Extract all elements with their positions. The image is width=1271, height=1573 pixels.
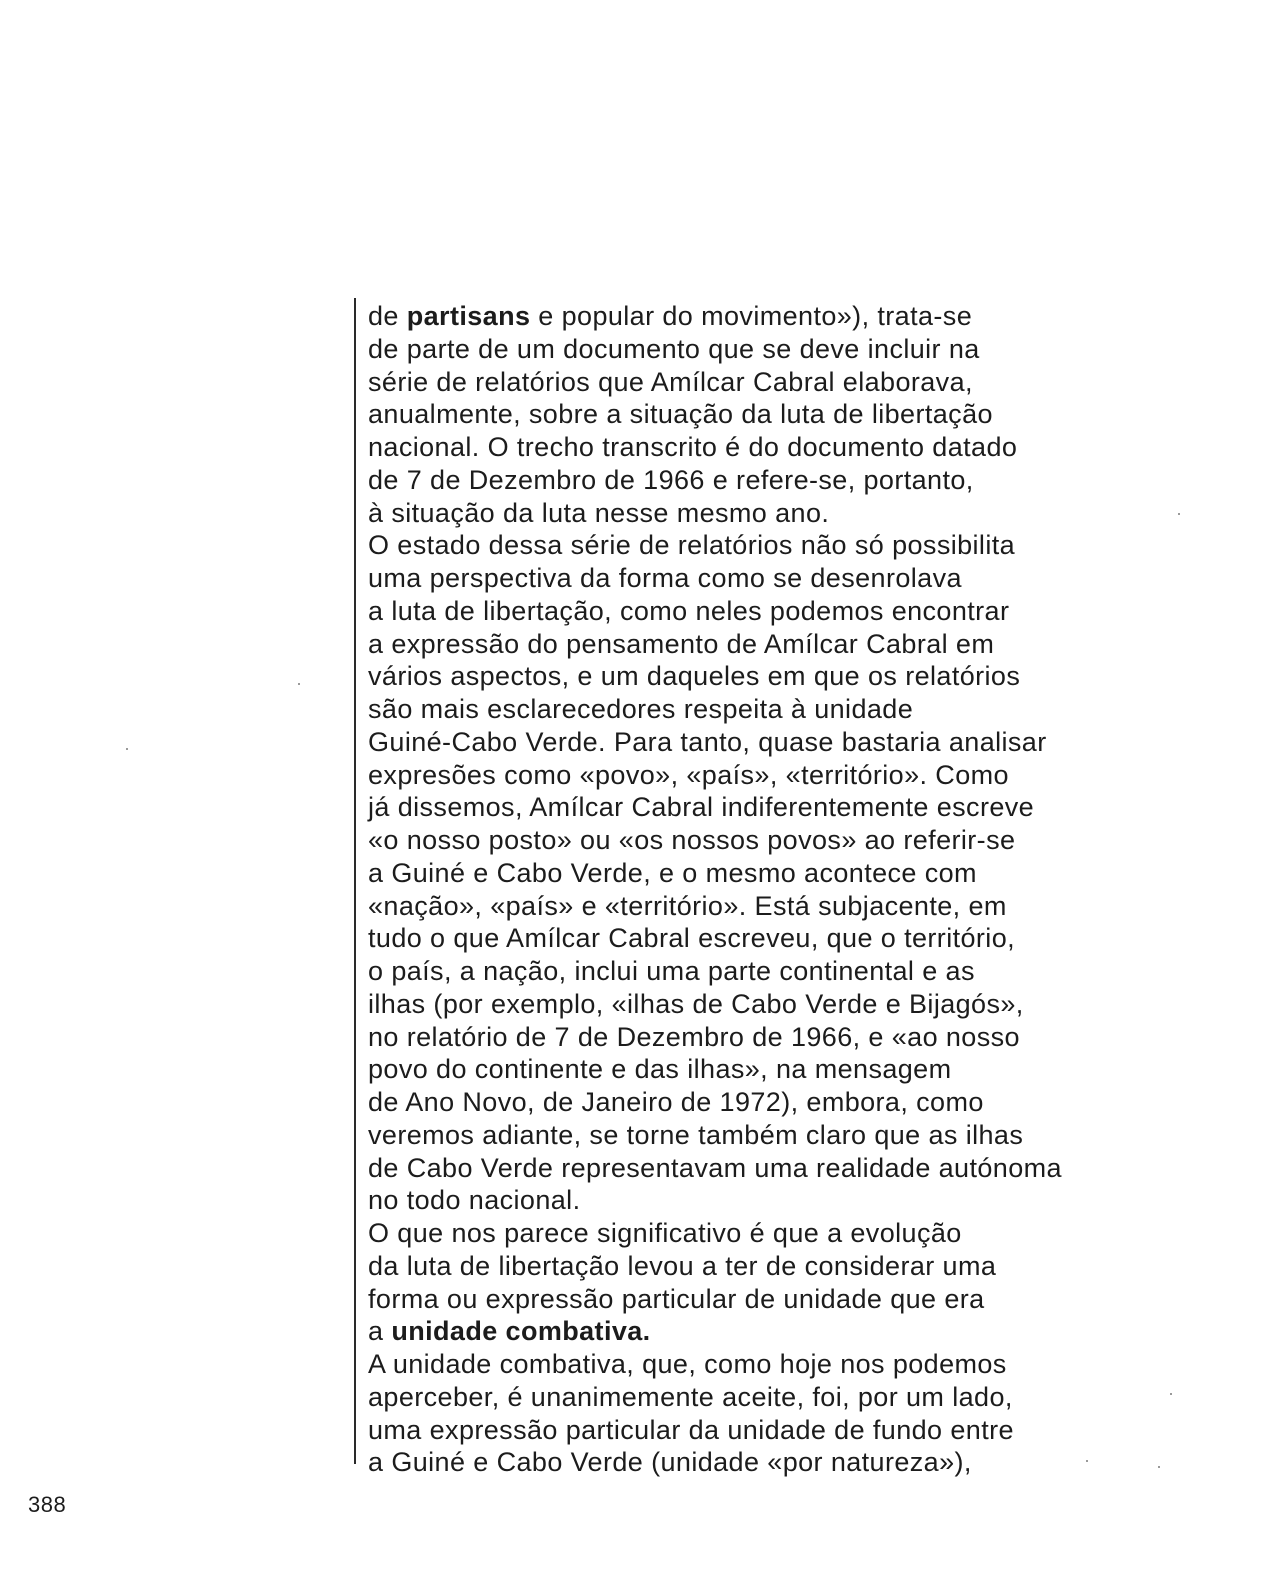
text-line: forma ou expressão particular de unidade que era [368,1283,985,1314]
text-line: a Guiné e Cabo Verde (unidade «por natureza»), [368,1447,972,1478]
text-line: anualmente, sobre a situação da luta de libertação [368,399,993,430]
scan-speck [126,748,128,750]
text-line: a luta de libertação, como neles podemos encontrar [368,595,1010,626]
margin-rule [354,298,356,1464]
text-line: a Guiné e Cabo Verde, e o mesmo acontece com [368,857,977,888]
text-line: de Cabo Verde representavam uma realidade autónoma [368,1152,1062,1183]
text-line: «nação», «país» e «território». Está subjacente, em [368,890,1007,921]
text-line: vários aspectos, e um daqueles em que os relatórios [368,661,1021,692]
scan-speck [1170,1393,1172,1395]
text-line: «o nosso posto» ou «os nossos povos» ao referir-se [368,825,1016,855]
line-rest: e popular do movimento»), trata-se [530,301,973,331]
text-line: à situação da luta nesse mesmo ano. [368,497,830,528]
scan-speck [298,683,300,685]
text-line: uma expressão particular da unidade de fundo entre [368,1414,1014,1445]
text-line: de 7 de Dezembro de 1966 e refere-se, portanto, [368,464,974,495]
text-line: a expressão do pensamento de Amílcar Cabral em [368,628,995,659]
text-line: expresões como «povo», «país», «território». Como [368,759,1009,790]
text-line: Guiné-Cabo Verde. Para tanto, quase bastaria analisar [368,726,1047,757]
text-line: aperceber, é unanimemente aceite, foi, por um lado, [368,1381,1013,1412]
bold-term-unidade-combativa: unidade combativa. [391,1316,651,1347]
text-line: O estado dessa série de relatórios não só possibilita [368,530,1016,561]
text-line: uma perspectiva da forma como se desenrolava [368,563,962,593]
text-line: o país, a nação, inclui uma parte continental e as [368,956,975,986]
text-line: povo do continente e das ilhas», na mensagem [368,1054,952,1085]
text-line: da luta de libertação levou a ter de considerar uma [368,1250,997,1281]
text-line: O que nos parece significativo é que a evolução [368,1218,962,1248]
text-line: são mais esclarecedores respeita à unidade [368,694,914,724]
text-line: já dissemos, Amílcar Cabral indiferentemente escreve [368,792,1035,823]
scan-speck [1086,1460,1088,1462]
scan-speck [1178,513,1180,515]
text-line: nacional. O trecho transcrito é do documento datado [368,432,1018,462]
scan-speck [1158,1466,1160,1468]
line-prefix: a [368,1316,392,1347]
text-line: ilhas (por exemplo, «ilhas de Cabo Verde e Bijagós», [368,988,1024,1019]
text-line: série de relatórios que Amílcar Cabral elaborava, [368,366,973,397]
page-number: 388 [28,1492,67,1517]
body-text [368,300,1188,1479]
text-line: veremos adiante, se torne também claro que as ilhas [368,1119,1024,1150]
text-line: de parte de um documento que se deve incluir na [368,333,980,364]
line-prefix: de [368,301,407,331]
text-line [368,1315,1188,1348]
text-line [368,300,1188,333]
text-line: A unidade combativa, que, como hoje nos podemos [368,1349,1007,1379]
text-line: no relatório de 7 de Dezembro de 1966, e «ao nosso [368,1021,1020,1052]
text-line: de Ano Novo, de Janeiro de 1972), embora, como [368,1087,984,1117]
bold-term-partisans: partisans [406,301,531,331]
text-line: tudo o que Amílcar Cabral escreveu, que o território, [368,923,1016,954]
text-line: no todo nacional. [368,1185,581,1216]
